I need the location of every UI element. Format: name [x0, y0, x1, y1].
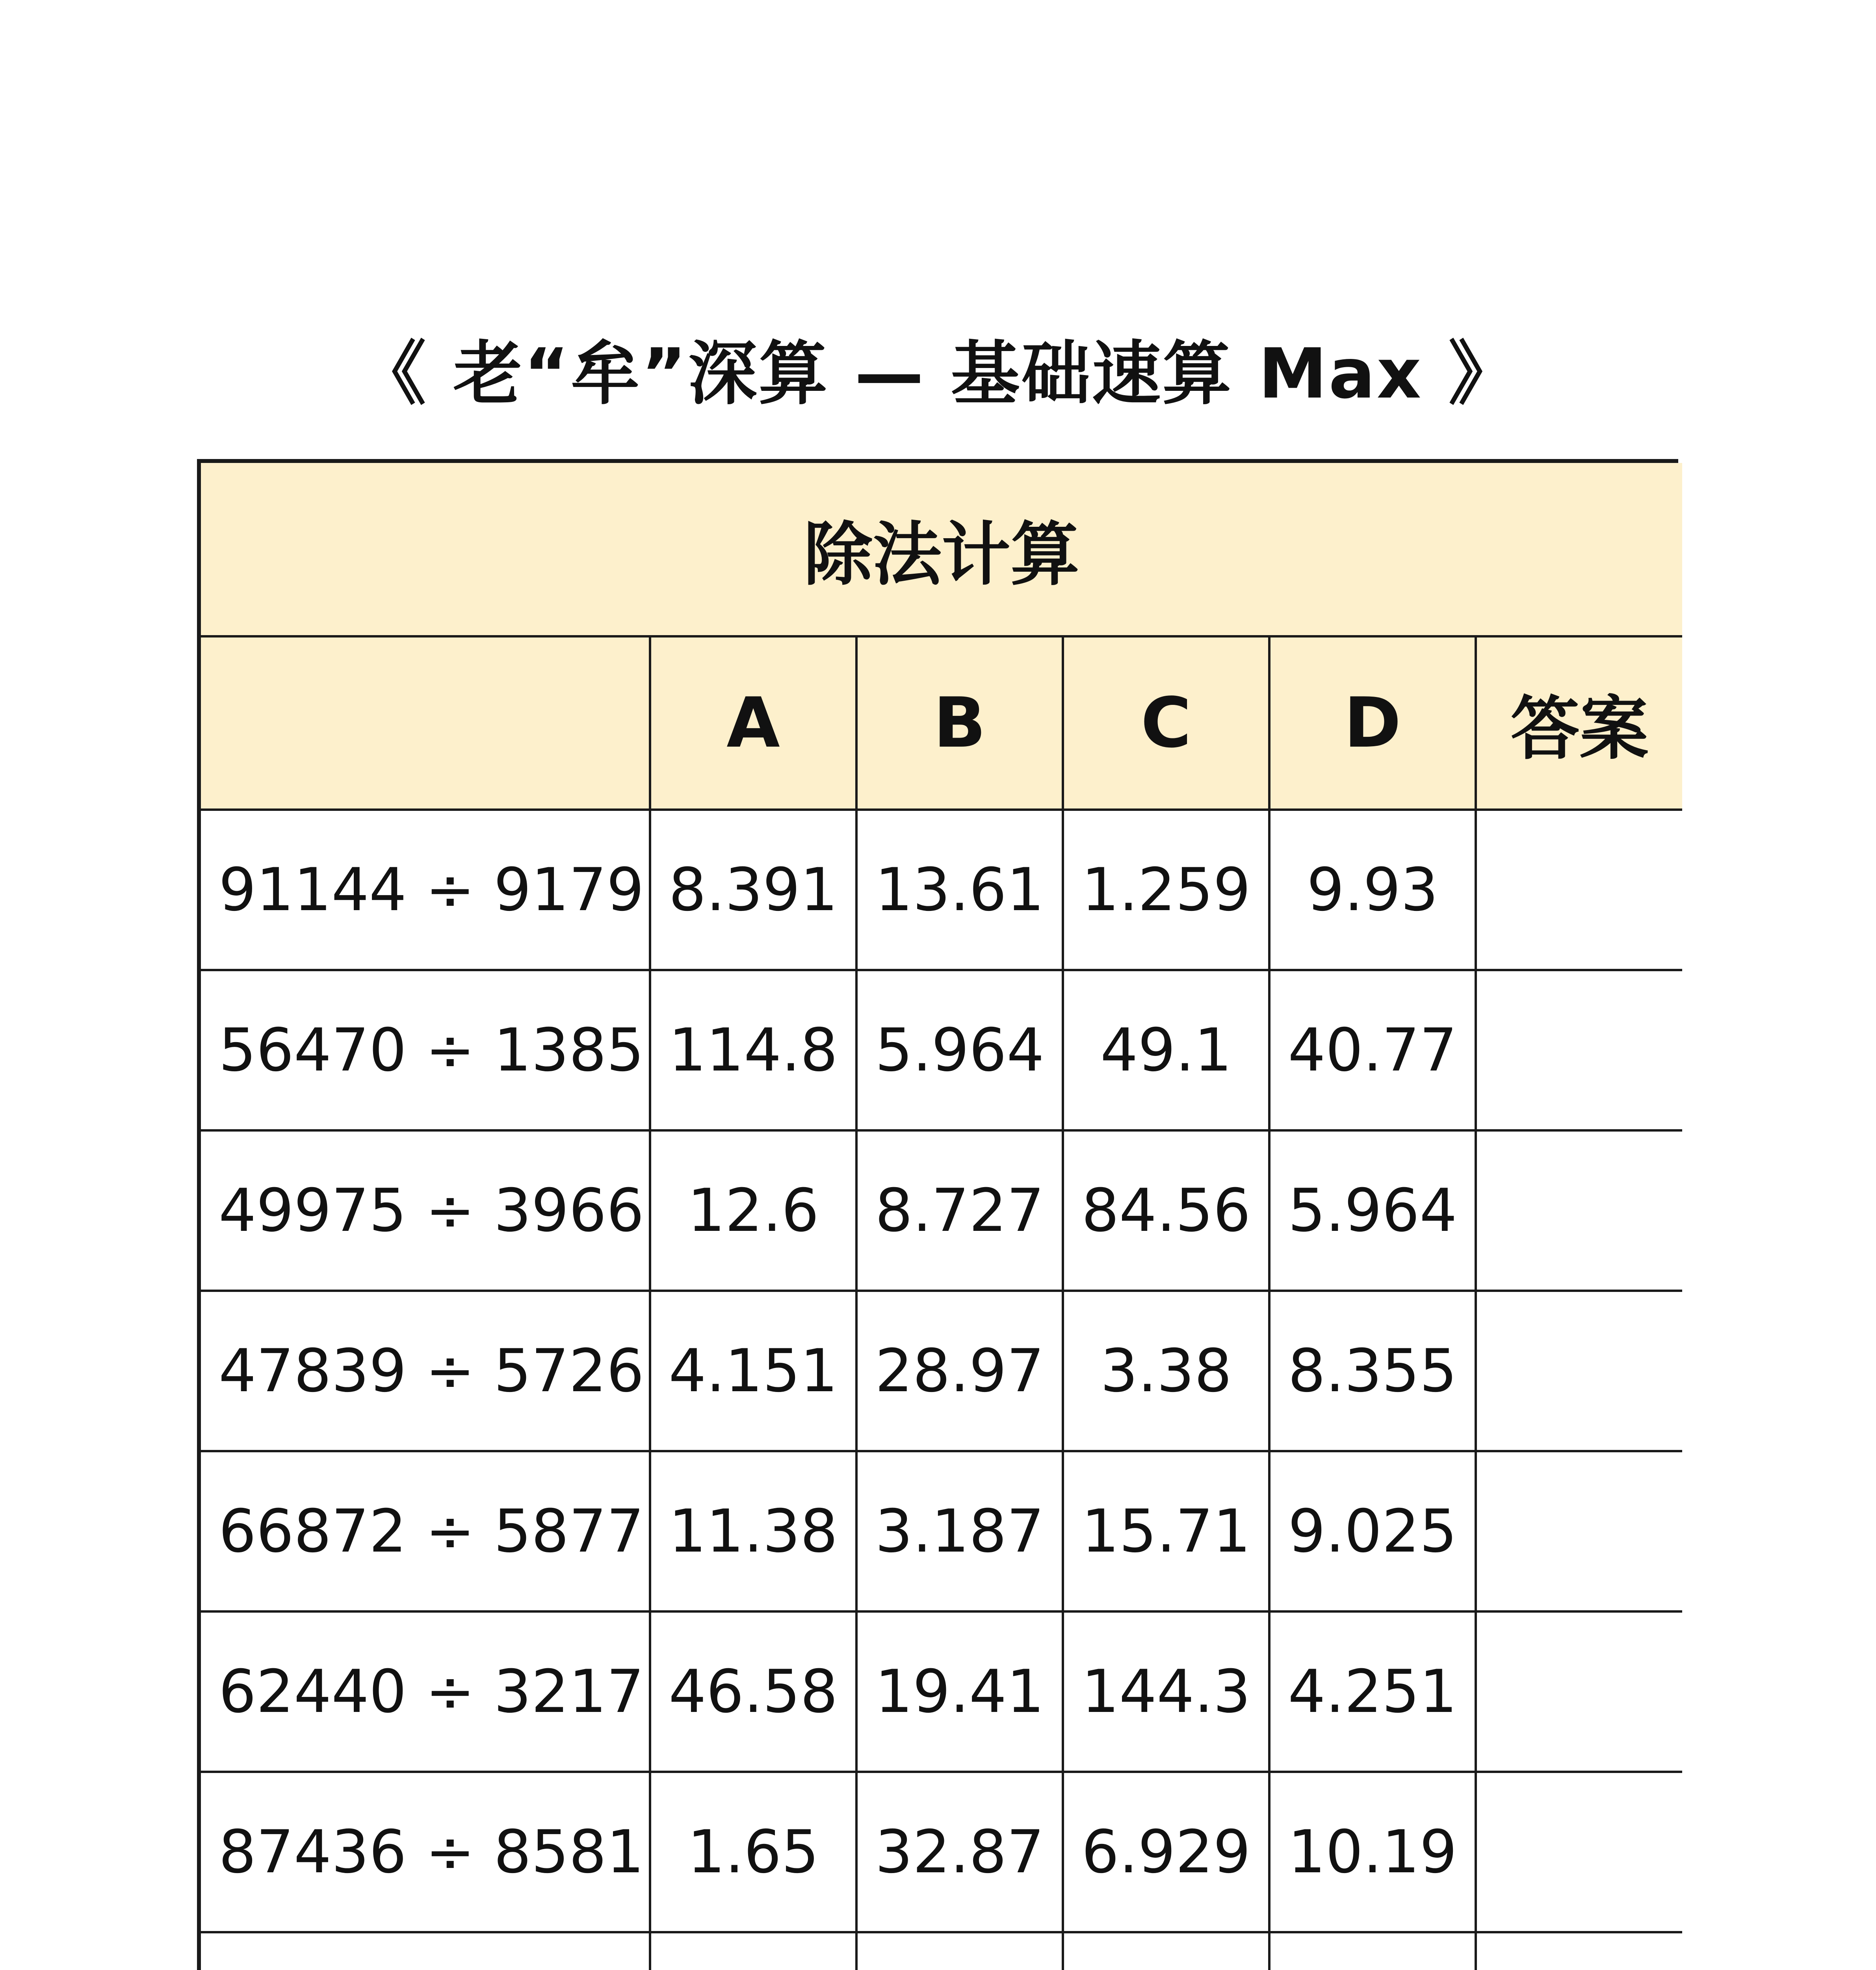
table-row	[201, 1611, 1682, 1772]
option-a-cell: 4.151	[650, 1291, 856, 1451]
answer-cell[interactable]	[1476, 810, 1682, 970]
option-a-cell: 8.391	[650, 810, 856, 970]
table-row	[201, 1291, 1682, 1451]
option-a-cell: 12.6	[650, 1130, 856, 1291]
option-b-cell: 8.727	[856, 1130, 1063, 1291]
option-d-cell: 5.964	[1269, 1130, 1476, 1291]
answer-cell[interactable]	[1476, 1611, 1682, 1772]
section-header-row	[201, 463, 1682, 636]
answer-cell[interactable]	[1476, 1451, 1682, 1611]
column-header-a: A	[650, 636, 856, 810]
problem-cell: 91144 ÷ 9179	[201, 810, 650, 970]
option-b-cell: 13.61	[856, 810, 1063, 970]
option-d-cell: 10.19	[1269, 1772, 1476, 1932]
option-a-cell	[650, 1932, 856, 1970]
problem-cell: 62440 ÷ 3217	[201, 1611, 650, 1772]
option-b-cell	[856, 1932, 1063, 1970]
option-d-cell: 4.251	[1269, 1611, 1476, 1772]
option-a-cell: 114.8	[650, 970, 856, 1130]
worksheet-table-frame	[197, 459, 1678, 1970]
column-header-answer: 答案	[1476, 636, 1682, 810]
answer-cell[interactable]	[1476, 1932, 1682, 1970]
problem-cell: 49975 ÷ 3966	[201, 1130, 650, 1291]
problem-cell: 56470 ÷ 1385	[201, 970, 650, 1130]
table-row	[201, 1932, 1682, 1970]
option-c-cell: 15.71	[1063, 1451, 1269, 1611]
option-d-cell	[1269, 1932, 1476, 1970]
column-header-b: B	[856, 636, 1063, 810]
option-b-cell: 32.87	[856, 1772, 1063, 1932]
option-d-cell: 9.93	[1269, 810, 1476, 970]
option-c-cell	[1063, 1932, 1269, 1970]
section-title: 除法计算	[201, 463, 1682, 636]
table-row	[201, 1130, 1682, 1291]
division-worksheet-table	[201, 463, 1682, 1970]
answer-cell[interactable]	[1476, 1130, 1682, 1291]
column-header-problem	[201, 636, 650, 810]
option-b-cell: 3.187	[856, 1451, 1063, 1611]
option-c-cell: 84.56	[1063, 1130, 1269, 1291]
table-row	[201, 970, 1682, 1130]
answer-cell[interactable]	[1476, 1291, 1682, 1451]
problem-cell: 66872 ÷ 5877	[201, 1451, 650, 1611]
option-d-cell: 8.355	[1269, 1291, 1476, 1451]
option-a-cell: 46.58	[650, 1611, 856, 1772]
option-c-cell: 6.929	[1063, 1772, 1269, 1932]
option-a-cell: 1.65	[650, 1772, 856, 1932]
table-row	[201, 1772, 1682, 1932]
option-c-cell: 49.1	[1063, 970, 1269, 1130]
problem-cell: 87436 ÷ 8581	[201, 1772, 650, 1932]
option-c-cell: 144.3	[1063, 1611, 1269, 1772]
option-c-cell: 1.259	[1063, 810, 1269, 970]
option-d-cell: 40.77	[1269, 970, 1476, 1130]
option-b-cell: 28.97	[856, 1291, 1063, 1451]
option-d-cell: 9.025	[1269, 1451, 1476, 1611]
column-header-d: D	[1269, 636, 1476, 810]
option-a-cell: 11.38	[650, 1451, 856, 1611]
answer-cell[interactable]	[1476, 970, 1682, 1130]
table-row	[201, 1451, 1682, 1611]
page-title: 《 老“牟”深算 — 基础速算 Max 》	[357, 334, 1519, 414]
column-header-row	[201, 636, 1682, 810]
option-c-cell: 3.38	[1063, 1291, 1269, 1451]
table-row	[201, 810, 1682, 970]
column-header-c: C	[1063, 636, 1269, 810]
option-b-cell: 5.964	[856, 970, 1063, 1130]
problem-cell: 47839 ÷ 5726	[201, 1291, 650, 1451]
answer-cell[interactable]	[1476, 1772, 1682, 1932]
option-b-cell: 19.41	[856, 1611, 1063, 1772]
problem-cell	[201, 1932, 650, 1970]
